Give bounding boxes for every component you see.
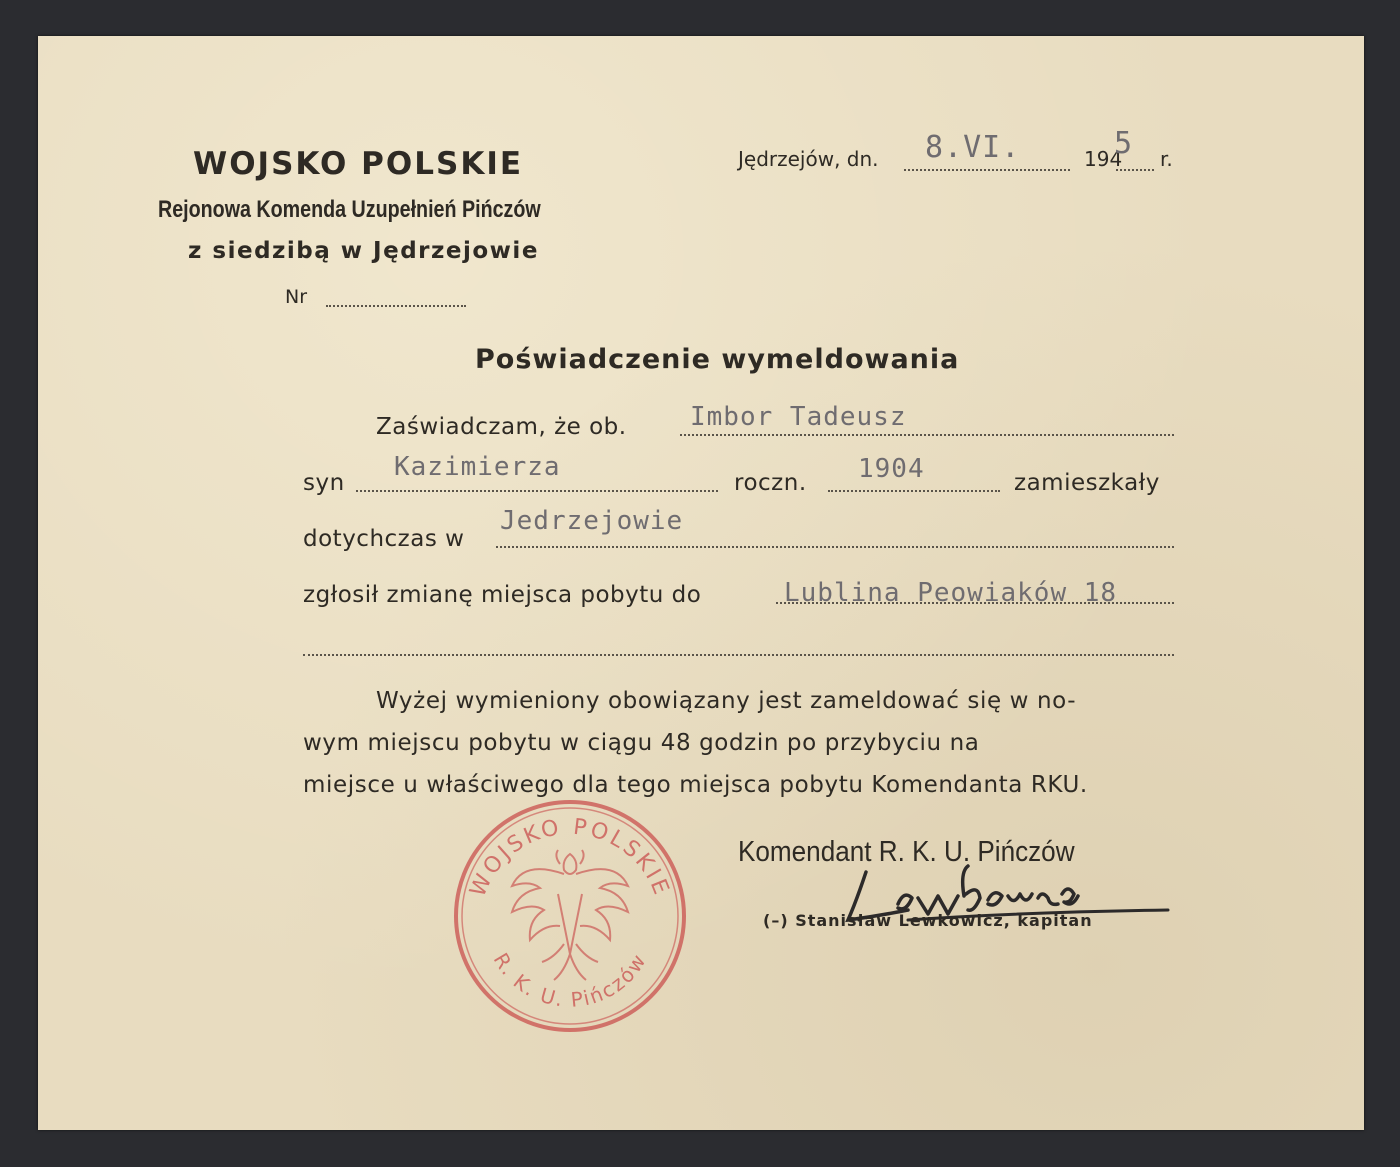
birth-year-dotted-line [828, 490, 1000, 492]
notice-line-1: Wyżej wymieniony obowiązany jest zameldować się w no- [376, 688, 1077, 714]
new-place-label: zgłosił zmianę miejsca pobytu do [303, 582, 702, 608]
blank-dotted-line [303, 654, 1174, 656]
resident-label: zamieszkały [1014, 470, 1160, 496]
date-suffix: r. [1160, 147, 1173, 171]
father-dotted-line [356, 490, 718, 492]
date-dotted-line [904, 169, 1070, 171]
svg-text:R. K. U. Pińczów [489, 948, 652, 1011]
citizen-name: Imbor Tadeusz [690, 402, 907, 432]
notice-line-2: wym miejscu pobytu w ciągu 48 godzin po przybyciu na [303, 730, 980, 756]
year-dotted-line [1116, 169, 1154, 171]
header-line-1: WOJSKO POLSKIE [193, 146, 524, 182]
new-place: Lublina Peowiaków 18 [784, 578, 1118, 608]
notice-line-3: miejsce u właściwego dla tego miejsca pobytu Komendanta RKU. [303, 772, 1088, 798]
certify-label: Zaświadczam, że ob. [376, 414, 627, 440]
nr-label: Nr [285, 286, 308, 308]
previous-place-dotted-line [496, 546, 1174, 548]
previous-place-label: dotychczas w [303, 526, 465, 552]
military-stamp-icon [448, 794, 692, 1038]
date-year-prefix: 194 [1084, 147, 1123, 171]
date-place-label: Jędrzejów, dn. [738, 147, 879, 171]
signer-name: (–) Stanisław Lewkowicz, kapitan [763, 911, 1093, 930]
son-label: syn [303, 470, 345, 496]
document-title: Poświadczenie wymeldowania [475, 344, 960, 375]
name-dotted-line [680, 434, 1174, 436]
header-line-3: z siedzibą w Jędrzejowie [188, 238, 539, 264]
header-line-2: Rejonowa Komenda Uzupełnień Pińczów [158, 196, 541, 223]
stamp-text-bottom: R. K. U. Pińczów [488, 948, 652, 1012]
commander-title: Komendant R. K. U. Pińczów [738, 836, 1075, 868]
nr-dotted-line [326, 305, 466, 307]
born-label: roczn. [734, 470, 807, 496]
previous-place: Jedrzejowie [500, 506, 684, 536]
father-name: Kazimierza [394, 452, 561, 482]
date-year-digit: 5 [1114, 126, 1134, 161]
date-day-month: 8.VI. [925, 130, 1021, 165]
document-sheet [38, 36, 1364, 1130]
stamp-text-top: WOJSKO POLSKIE [465, 814, 675, 901]
birth-year: 1904 [858, 454, 925, 484]
